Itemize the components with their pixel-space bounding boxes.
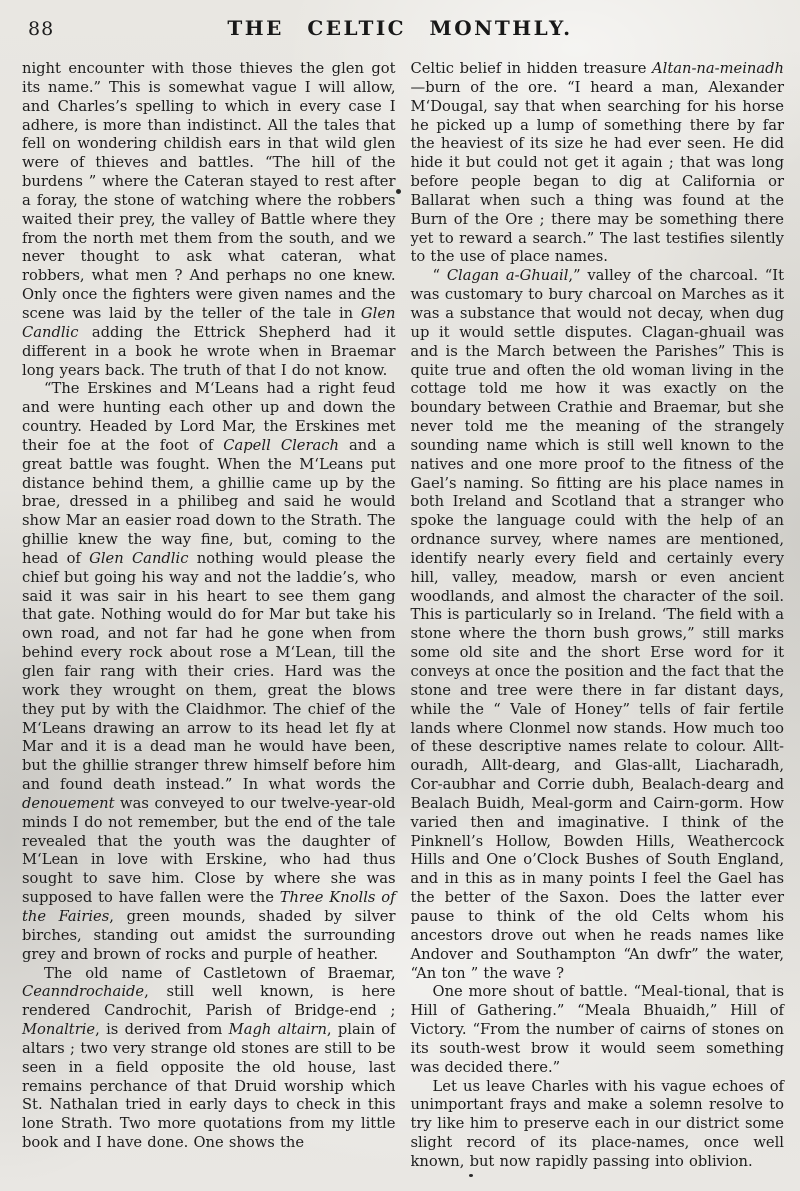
- left-column: [22, 60, 396, 1188]
- paragraph: [411, 267, 785, 983]
- paragraph: [22, 965, 396, 1153]
- italic-place-name: denouement: [22, 794, 115, 812]
- text-run: nothing would please the chief but going his way and not the laddie’s, who said it was sair in his heart to see them gang that gate. Nothing would do for Mar but take his own road, and not far had he gone when from behind every rock about rose a M‘Lean, till the glen fair rang with their cries. Hard was the work they wrought on them, great the blows they put by with the Claidhmor. The chief of the M‘Leans drawing an arrow to its head let fly at Mar and it is a dead man he would have been, but the ghillie stranger threw himself before him and found death instead.” In what words the: [22, 549, 396, 794]
- page-header: [0, 0, 800, 56]
- article-body: [0, 56, 800, 1188]
- journal-title: THE CELTIC MONTHLY.: [227, 16, 573, 40]
- ink-speck-artifact: [396, 189, 401, 194]
- text-run: adding the Ettrick Shepherd had it different in a book he wrote when in Braemar long years back. The truth of that I do not know.: [22, 323, 396, 379]
- text-run: ,” valley of the charcoal. “It was customary to bury charcoal on Marches as it was a substance that would not decay, when dug up it would settle disputes. Clagan-ghuail was and is the March between the Parishes” This is quite true and often the old woman living in the cottage told me how it was exactly on the boundary between Crathie and Braemar, but she never told me the meaning of the strangely sounding name which is still well known to the natives and one more proof to the fitness of the Gael’s naming. So fitting are his place names in both Ireland and Scotland that a stranger who spoke the language could with the help of an ordnance survey, where names are mentioned, identify nearly every field and certainly every hill, valley, meadow, marsh or even ancient woodlands, and almost the character of the soil. This is particularly so in Ireland. ‘The field with a stone where the thorn bush grows,” still marks some old site and the short Erse word for it conveys at once the position and the fact that the stone and tree were there in far distant days, while the “ Vale of Honey” tells of fair fertile lands where Clonmel now stands. How much too of these descriptive names relate to colour. Allt-ouradh, Allt-dearg, and Glas-allt, Liacharadh, Cor-aubhar and Corrie dubh, Bealach-dearg and Bealach Buidh, Meal-gorm and Cairn-gorm. How varied then and imaginative. I think of the Pinknell’s Hollow, Bowden Hills, Weathercock Hills and One o’Clock Bushes of South England, and in this as in many points I feel the Gael has the better of the Saxon. Does the latter ever pause to think of the old Celts whom his ancestors drove out when he reads names like Andover and Southampton “An dwfr” the water, “An ton ” the wave ?: [410, 267, 784, 982]
- text-run: night encounter with those thieves the glen got its name.” This is somewhat vague I will allow, and Charles’s spelling to which in every case I adhere, is more than indistinct. All the tales that fell on wondering childish ears in that wild glen were of thieves and battles. “The hill of the burdens ” where the Cateran stayed to rest after a foray, the stone of watching where the robbers waited their prey, the valley of Battle where they from the north met them from the south, and we never thought to ask what cateran, what robbers, what men ? And perhaps no one knew. Only once the fighters were given names and the scene was laid by the teller of the tale in: [22, 60, 396, 322]
- paragraph: [411, 1078, 785, 1172]
- italic-place-name: Glen Candlic: [22, 304, 396, 341]
- italic-place-name: Monaltrie: [22, 1021, 96, 1039]
- paragraph: [22, 60, 396, 380]
- italic-place-name: Glen Candlic: [89, 549, 189, 567]
- paragraph: [411, 983, 785, 1077]
- italic-place-name: Capell Clerach: [223, 436, 339, 454]
- text-run: Let us leave Charles with his vague echoes of unimportant frays and make a solemn resolve to try like him to preserve each in our district some slight record of its place-names, once well known, but now rapidly passing into oblivion.: [410, 1077, 784, 1170]
- text-run: , is derived from: [95, 1021, 229, 1039]
- ink-speck-artifact: [469, 1174, 473, 1177]
- italic-place-name: Ceanndrochaide: [22, 983, 145, 1001]
- text-run: —burn of the ore. “I heard a man, Alexander M‘Dougal, say that when searching for his horse he picked up a lump of something there by far the heaviest of its size he had ever seen. He did hide it but could not get it again ; that was long before people began to dig at California or Ballarat when such a thing was found at the Burn of the Ore ; there may be something there yet to reward a search.” The last testifies silently to the use of place names.: [410, 78, 784, 266]
- text-run: The old name of Castletown of Braemar,: [44, 964, 396, 982]
- text-run: and a great battle was fought. When the M‘Leans put distance behind them, a ghillie came up by the brae, dressed in a philibeg and said he would show Mar an easier road down to the Strath. The ghillie knew the way fine, but, coming to the head of: [22, 436, 396, 567]
- italic-place-name: Altan-na-meinadh: [652, 60, 784, 77]
- text-run: “The Erskines and M‘Leans had a right feud and were hunting each other up and down the country. Headed by Lord Mar, the Erskines met their foe at the foot of: [22, 380, 396, 454]
- paragraph: [411, 60, 785, 267]
- italic-place-name: Three Knolls of the Fairies: [22, 889, 396, 925]
- text-run: One more shout of battle. “Meal-tional, that is Hill of Gathering.” “Meala Bhuaidh,” Hill of Victory. “From the number of cairns of stones on its south-west brow it would seem something was decided there.”: [410, 983, 784, 1076]
- italic-place-name: Clagan a-Ghuail: [446, 267, 569, 285]
- text-run: , plain of altars ; two very strange old stones are still to be seen in a field opposite the old house, last remains perchance of that Druid worship which St. Nathalan tried in early days to check in this lone Strath. Two more quotations from my little book and I have done. One shows the: [22, 1021, 396, 1152]
- text-run: Celtic belief in hidden treasure: [410, 60, 653, 77]
- text-run: “: [432, 267, 447, 285]
- page-number: 88: [28, 18, 55, 40]
- right-column: [411, 60, 785, 1188]
- paragraph: [22, 380, 396, 964]
- text-run: , still well known, is here rendered Candrochit, Parish of Bridge-end ;: [22, 983, 396, 1020]
- italic-place-name: Magh altairn: [228, 1021, 327, 1039]
- text-run: , green mounds, shaded by silver birches, standing out amidst the surrounding grey and brown of rocks and purple of heather.: [22, 907, 396, 963]
- text-run: was conveyed to our twelve-year-old minds I do not remember, but the end of the tale revealed that the youth was the daughter of M‘Lean in love with Erskine, who had thus sought to save him. Close by where she was supposed to have fallen were the: [22, 794, 396, 907]
